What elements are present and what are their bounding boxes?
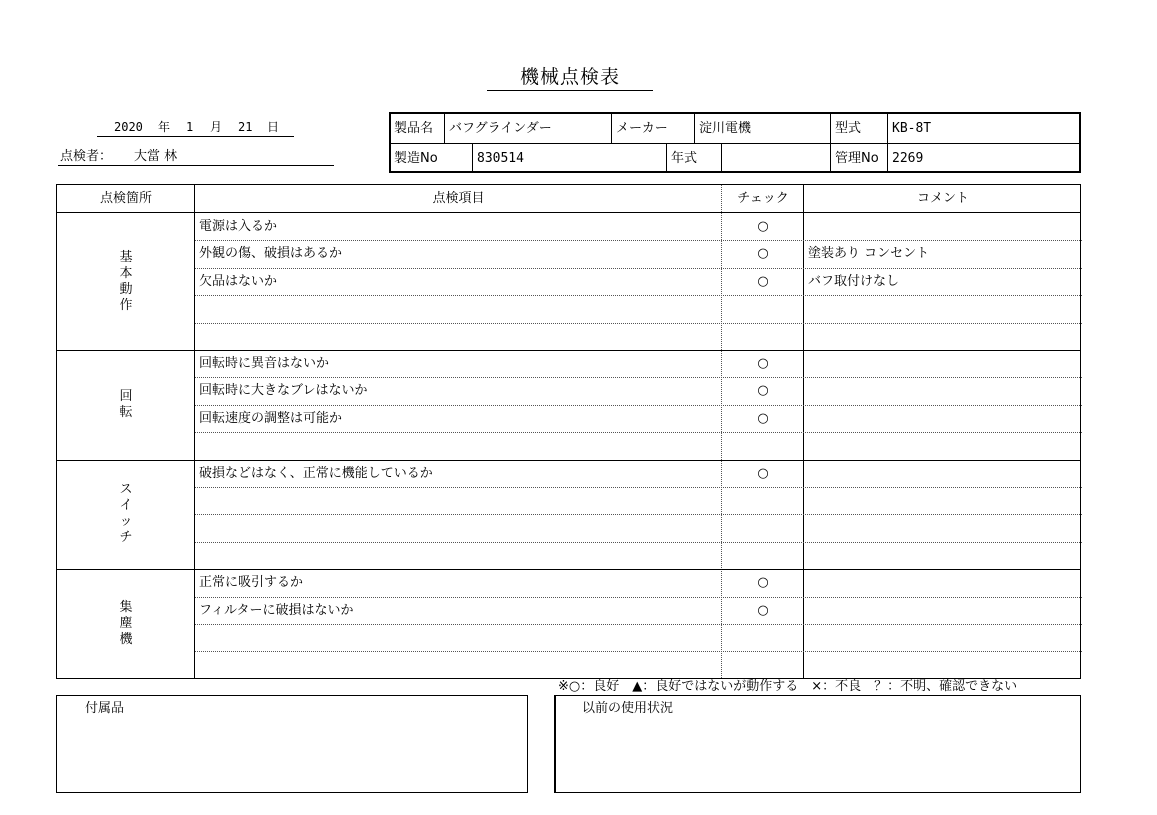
serial-value: 830514 (477, 151, 524, 166)
mgmt-label: 管理No (835, 151, 879, 166)
section-label (57, 389, 195, 421)
header-check: チェック (737, 191, 789, 206)
section-label-char: 基 (119, 249, 133, 265)
inspector-name: 大當 林 (134, 149, 178, 164)
previous-usage-box[interactable] (554, 695, 1081, 793)
check-mark[interactable]: ○ (757, 356, 769, 371)
check-mark[interactable]: ○ (757, 383, 769, 399)
check-mark[interactable] (722, 432, 804, 459)
page-title: 機械点検表 (487, 64, 653, 91)
accessories-label: 付属品 (85, 701, 125, 716)
info-row-1 (391, 114, 1079, 144)
section-label-char: イ (119, 498, 133, 514)
inspection-item: フィルターに破損はないか (199, 602, 354, 618)
date-year-unit: 年 (158, 120, 171, 134)
check-mark[interactable] (722, 651, 804, 678)
legend: ※○：良好 ▲：良好ではないが動作する ×：不良 ？：不明、確認できない (558, 679, 1018, 694)
section-label-char: 塵 (119, 616, 133, 631)
section-label (57, 250, 195, 314)
header-location: 点検箇所 (99, 191, 152, 206)
section-label-char: 機 (119, 632, 133, 647)
inspection-item: 電源は入るか (199, 219, 278, 234)
section-label-char: 作 (119, 297, 133, 313)
product-name-label: 製品名 (394, 121, 434, 136)
section-label-char: 転 (119, 404, 133, 420)
year-value (723, 144, 726, 173)
inspection-item: 外観の傷、破損はあるか (199, 246, 343, 262)
date-month-unit: 月 (210, 120, 223, 134)
date-day-unit: 日 (267, 120, 280, 134)
date-year: 2020 (114, 120, 143, 134)
check-mark[interactable] (722, 323, 804, 350)
previous-usage-label: 以前の使用状況 (582, 701, 674, 716)
model-value: KB-8T (892, 121, 932, 136)
header-comment: コメント (916, 191, 969, 206)
inspection-item: 回転時に異音はないか (199, 356, 330, 371)
comment-cell[interactable]: バフ取付けなし (808, 273, 900, 289)
inspection-item: 破損などはなく、正常に機能しているか (199, 465, 433, 481)
inspection-date (97, 119, 294, 137)
check-mark[interactable] (722, 542, 804, 569)
section-label (57, 600, 195, 648)
check-mark[interactable] (722, 487, 804, 514)
inspection-item: 回転時に大きなブレはないか (199, 383, 368, 399)
section-label-char: 本 (119, 265, 133, 281)
inspection-item: 正常に吸引するか (199, 575, 304, 591)
check-mark[interactable]: ○ (757, 410, 769, 426)
product-name-value: バフグラインダー (449, 121, 552, 136)
check-mark[interactable] (722, 624, 804, 651)
section-label-char: ッ (119, 514, 133, 530)
year-label: 年式 (671, 151, 698, 166)
check-mark[interactable]: ○ (757, 465, 769, 481)
check-mark[interactable]: ○ (757, 273, 769, 289)
check-mark[interactable]: ○ (757, 246, 769, 262)
check-mark[interactable]: ○ (757, 219, 769, 234)
accessories-box[interactable] (56, 695, 528, 793)
section-label (57, 482, 195, 546)
check-mark[interactable] (722, 514, 804, 541)
inspection-item: 欠品はないか (199, 273, 278, 289)
date-month: 1 (186, 120, 194, 134)
check-mark[interactable] (722, 295, 804, 322)
section-label-char: ス (119, 482, 133, 498)
inspector-label: 点検者： (60, 149, 113, 164)
product-info-box (389, 112, 1081, 173)
check-mark[interactable]: ○ (757, 575, 769, 591)
inspector (58, 148, 334, 166)
maker-value: 淀川電機 (699, 121, 752, 136)
mgmt-value: 2269 (892, 151, 924, 166)
info-row-2 (391, 144, 1079, 173)
section-label-char: 回 (119, 388, 133, 404)
date-day: 21 (238, 120, 253, 134)
section-label-char: チ (119, 530, 133, 546)
section-label-char: 集 (119, 600, 133, 615)
maker-label: メーカー (616, 121, 668, 136)
header-item: 点検項目 (432, 191, 485, 206)
model-label: 型式 (835, 121, 862, 136)
inspection-item: 回転速度の調整は可能か (199, 410, 343, 426)
check-mark[interactable]: ○ (757, 602, 769, 618)
section-label-char: 動 (119, 281, 133, 297)
inspection-table (56, 184, 1081, 679)
comment-cell[interactable]: 塗装あり コンセント (808, 246, 930, 262)
serial-label: 製造No (394, 151, 438, 166)
